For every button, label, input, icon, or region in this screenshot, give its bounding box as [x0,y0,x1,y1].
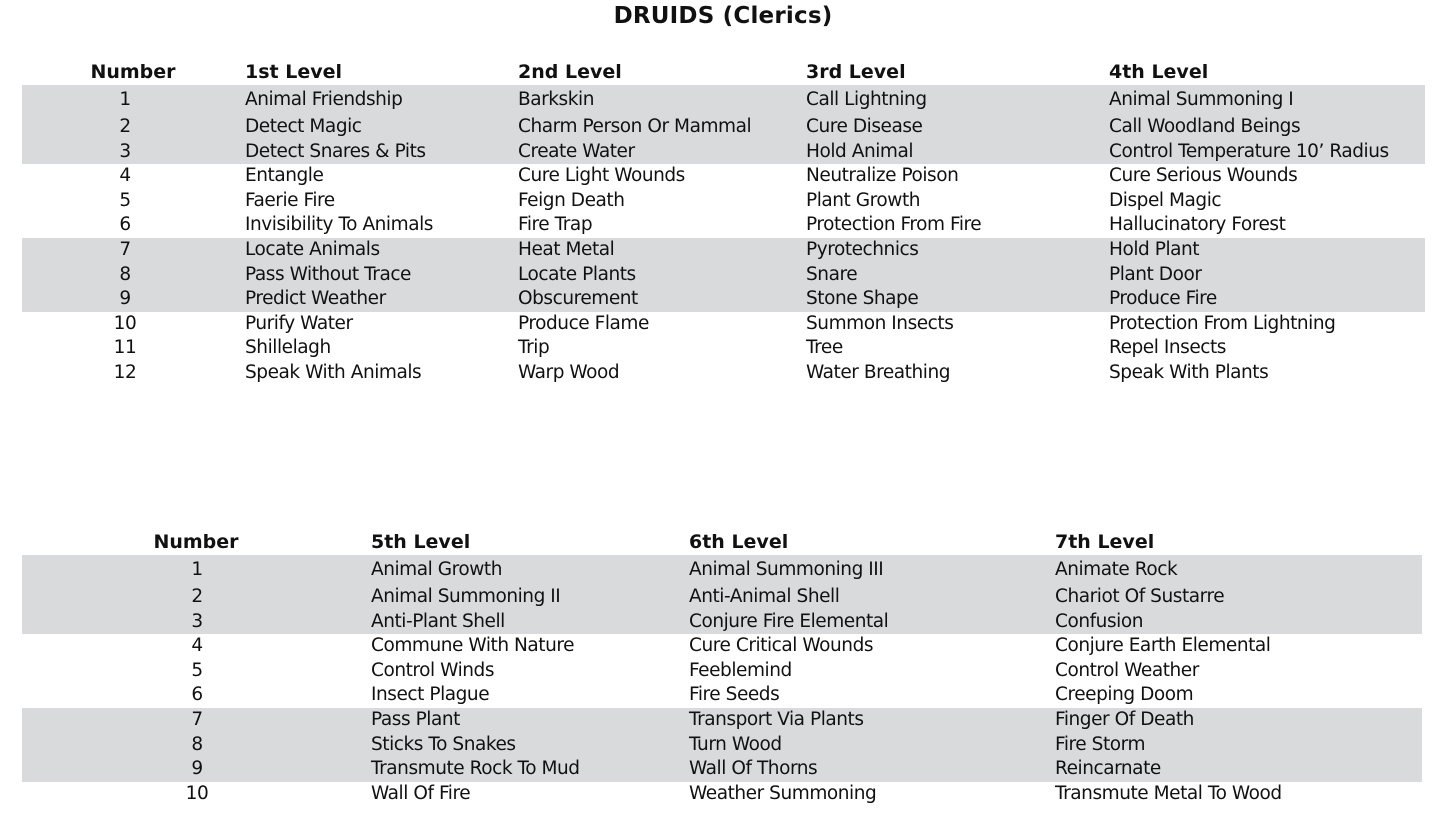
table-row [22,782,1422,807]
row-number: 12 [113,361,137,383]
spell-name: Repel Insects [1109,337,1226,359]
spell-name: Wall Of Thorns [689,758,818,780]
spell-name: Warp Wood [518,361,620,383]
spell-name: Fire Storm [1055,733,1146,755]
spell-table-levels-1-4 [22,59,1425,386]
row-number: 11 [113,337,137,359]
spell-name: Plant Door [1109,263,1202,285]
spell-name: Pass Plant [371,708,460,730]
table-header-row [22,59,1425,85]
spell-name: Transport Via Plants [689,708,864,730]
spell-name: Produce Flame [518,312,649,334]
spell-name: Pass Without Trace [245,263,411,285]
table-row [22,733,1422,758]
row-number: 2 [119,116,131,137]
spell-name: Feign Death [518,189,625,211]
spell-name: Sticks To Snakes [371,733,516,755]
spell-name: Conjure Fire Elemental [689,610,889,632]
row-number: 4 [191,635,203,657]
spell-name: Snare [806,263,858,285]
number-header: Number [90,61,176,83]
spell-name: Predict Weather [245,288,386,310]
table-row [22,585,1422,610]
spell-name: Barkskin [518,89,594,110]
spell-name: Hold Plant [1109,238,1200,260]
spell-name: Chariot Of Sustarre [1055,586,1225,607]
level-header: 3rd Level [806,61,906,83]
page-title: DRUIDS (Clerics) [613,3,833,29]
spell-name: Pyrotechnics [806,238,919,260]
spell-name: Animate Rock [1055,559,1178,580]
spell-name: Locate Plants [518,263,636,285]
spell-name: Anti-Animal Shell [689,586,840,607]
spell-name: Confusion [1055,610,1143,632]
spell-name: Wall Of Fire [371,782,471,804]
spell-name: Fire Trap [518,214,593,236]
table-row [22,115,1425,140]
spell-name: Charm Person Or Mammal [518,116,752,137]
spell-name: Speak With Plants [1109,361,1269,383]
spell-name: Protection From Lightning [1109,312,1336,334]
row-number: 7 [119,238,131,260]
spell-name: Speak With Animals [245,361,422,383]
table-row [22,683,1422,708]
spell-name: Animal Friendship [245,89,403,110]
row-number: 3 [191,610,203,632]
spell-name: Cure Critical Wounds [689,635,874,657]
spell-name: Water Breathing [806,361,951,383]
spell-name: Plant Growth [806,189,921,211]
table-row [22,708,1422,733]
level-header: 7th Level [1055,531,1155,553]
table-row [22,634,1422,659]
spell-name: Animal Summoning II [371,586,561,607]
row-number: 9 [191,758,203,780]
spell-name: Cure Serious Wounds [1109,165,1298,187]
spell-name: Call Lightning [806,89,927,110]
spell-name: Tree [806,337,843,359]
spell-name: Summon Insects [806,312,954,334]
row-number: 6 [119,214,131,236]
spell-name: Finger Of Death [1055,708,1194,730]
row-number: 3 [119,140,131,162]
spell-name: Obscurement [518,288,638,310]
spell-name: Control Weather [1055,659,1199,681]
spell-name: Creeping Doom [1055,684,1194,706]
level-header: 1st Level [245,61,343,83]
spell-name: Fire Seeds [689,684,780,706]
spell-name: Animal Summoning I [1109,89,1294,110]
spell-name: Trip [518,337,550,359]
row-number: 8 [119,263,131,285]
spell-name: Anti-Plant Shell [371,610,505,632]
spell-name: Weather Summoning [689,782,877,804]
row-number: 10 [113,312,137,334]
table-row [22,263,1425,288]
level-header: 5th Level [371,531,471,553]
spell-name: Neutralize Poison [806,165,959,187]
spell-name: Detect Snares & Pits [245,140,426,162]
row-number: 9 [119,288,131,310]
row-number: 8 [191,733,203,755]
spell-name: Detect Magic [245,116,362,137]
table-row [22,659,1422,684]
row-number: 5 [191,659,203,681]
level-header: 4th Level [1109,61,1209,83]
row-number: 1 [191,559,203,580]
row-number: 4 [119,165,131,187]
level-header: 2nd Level [518,61,622,83]
table-row [22,287,1425,312]
spell-name: Faerie Fire [245,189,335,211]
table-row [22,213,1425,238]
spell-name: Animal Growth [371,559,503,580]
spell-name: Dispel Magic [1109,189,1222,211]
table-row [22,189,1425,214]
spell-name: Entangle [245,165,324,187]
spell-name: Cure Disease [806,116,923,137]
table-row [22,238,1425,263]
row-number: 6 [191,684,203,706]
row-number: 1 [119,89,131,110]
table-row [22,555,1422,585]
spell-name: Call Woodland Beings [1109,116,1301,137]
table-row [22,312,1425,337]
spell-name: Transmute Metal To Wood [1055,782,1282,804]
spell-name: Conjure Earth Elemental [1055,635,1271,657]
spell-name: Hold Animal [806,140,914,162]
spell-name: Create Water [518,140,635,162]
number-header: Number [153,531,239,553]
table-row [22,85,1425,115]
spell-name: Animal Summoning III [689,559,884,580]
table-row [22,140,1425,165]
spell-name: Produce Fire [1109,288,1217,310]
spell-table-levels-5-7 [22,529,1422,806]
spell-name: Purify Water [245,312,353,334]
table-row [22,336,1425,361]
table-row [22,361,1425,386]
spell-name: Stone Shape [806,288,919,310]
spell-name: Turn Wood [689,733,782,755]
spell-name: Transmute Rock To Mud [371,758,580,780]
spell-name: Protection From Fire [806,214,982,236]
row-number: 10 [185,782,209,804]
spell-name: Locate Animals [245,238,380,260]
spell-name: Cure Light Wounds [518,165,685,187]
spell-name: Feeblemind [689,659,792,681]
spell-name: Hallucinatory Forest [1109,214,1286,236]
level-header: 6th Level [689,531,789,553]
spell-name: Shillelagh [245,337,331,359]
spell-name: Insect Plague [371,684,490,706]
table-row [22,757,1422,782]
row-number: 2 [191,586,203,607]
spell-name: Heat Metal [518,238,615,260]
spell-name: Control Temperature 10’ Radius [1109,140,1389,162]
row-number: 7 [191,708,203,730]
table-row [22,164,1425,189]
spell-name: Reincarnate [1055,758,1161,780]
row-number: 5 [119,189,131,211]
spell-name: Commune With Nature [371,635,575,657]
spell-name: Invisibility To Animals [245,214,433,236]
table-header-row [22,529,1422,555]
table-row [22,610,1422,635]
spell-name: Control Winds [371,659,495,681]
